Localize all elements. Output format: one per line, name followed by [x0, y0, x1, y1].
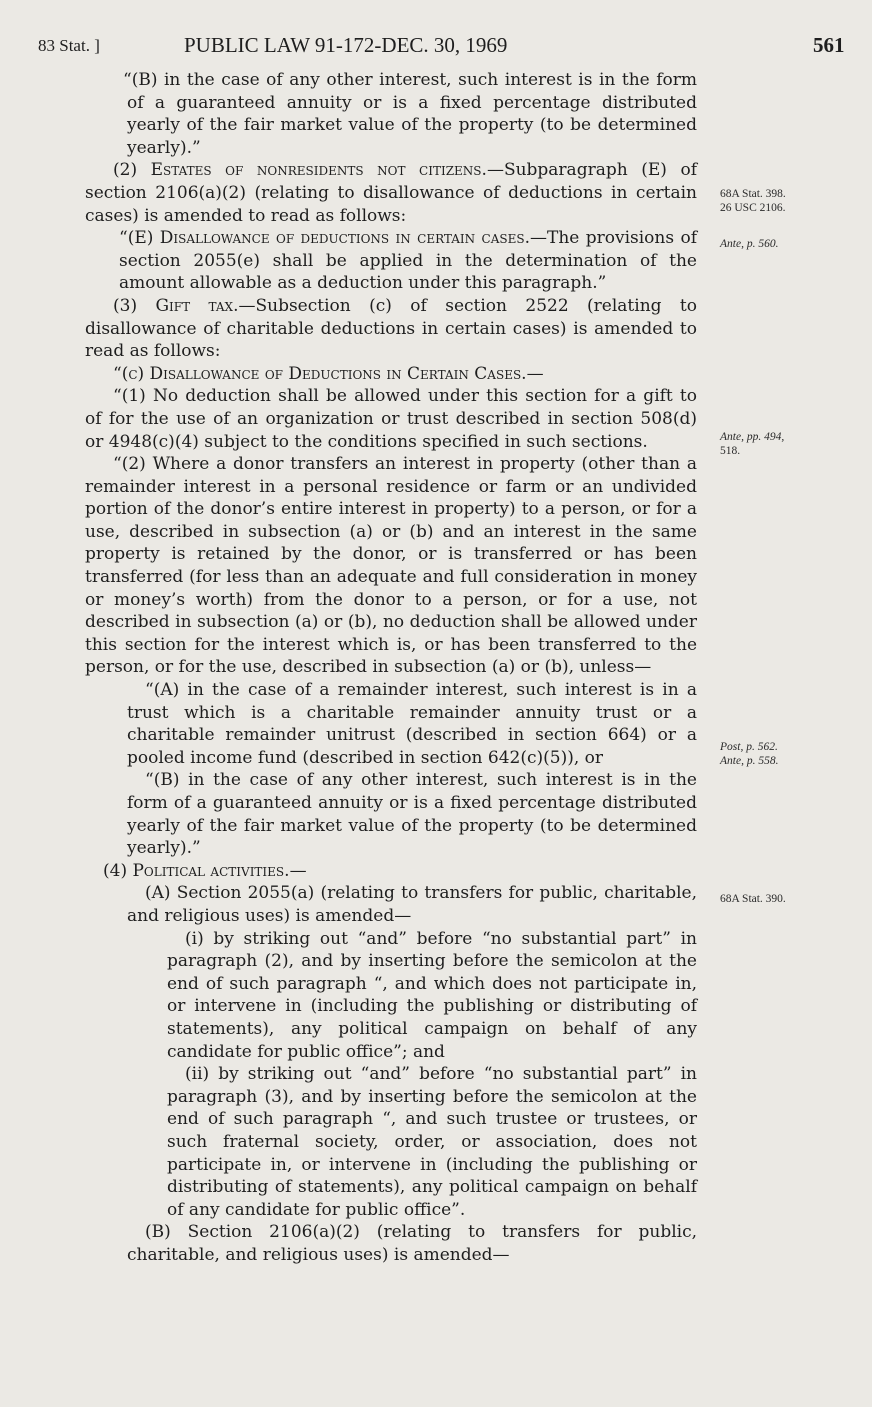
page-number: 561 — [813, 33, 845, 57]
paragraph-3-text: —The provisions of section 2055(e) shall be applied in the determination of the amount allowable as a deduction under this paragraph.” — [119, 228, 697, 294]
margin-note-line: 68A Stat. 398. — [720, 188, 786, 200]
margin-note-post-562 — [720, 740, 778, 768]
paragraph-9-b: “(B) in the case of any other interest, such interest is in the form of a guaranteed annuity or is a fixed percentage distributed yearly of the fair market value of the property (to be determined yearly).” — [127, 770, 697, 859]
paragraph-4-text: —Subsection (c) of section 2522 (relating to disallowance of charitable deductions in certain cases) is amended to read as follows: — [85, 295, 697, 362]
statute-reference: 83 Stat. ] — [38, 36, 100, 55]
paragraph-1-b: “(B) in the case of any other interest, such interest is in the form of a guaranteed annuity or is a fixed percentage distributed yearly of the fair market value of the property (to be determined yearly).” — [123, 70, 697, 158]
margin-note-line: Ante, pp. 494, — [720, 431, 785, 443]
paragraph-5-dash: — — [526, 363, 544, 384]
heading-political-activities: (4) Political activities. — [103, 860, 290, 881]
margin-note-line: 518. — [720, 445, 741, 457]
margin-note-line: 26 USC 2106. — [720, 202, 786, 214]
body-text — [85, 69, 697, 1266]
paragraph-14-b: (B) Section 2106(a)(2) (relating to transfers for public, charitable, and religious uses) is amended— — [127, 1222, 697, 1265]
heading-disallowance-certain-cases: “(c) Disallowance of Deductions in Certain Cases. — [113, 363, 527, 384]
paragraph-2-estates — [85, 159, 697, 227]
paragraph-10-dash: — — [289, 860, 307, 881]
paragraph-7-2: “(2) Where a donor transfers an interest in property (other than a remainder interest in a personal residence or farm or an undivided portion of the donor’s entire interest in property) to a person, or for a use, described in subsection (a) or (b) and an interest in the same property is retained by the donor, or is transferred or has been transferred (for less than an adequate and full consideration in money or money’s worth) from the donor to a person, or for a use, not described in subsection (a) or (b), no deduction shall be allowed under this section for the interest which is, or has been transferred to the person, or for the use, described in subsection (a) or (b), unless— — [85, 454, 697, 678]
heading-disallowance-deductions: “(E) Disallowance of deductions in certain cases. — [119, 228, 530, 249]
heading-estates: (2) Estates of nonresidents not citizens. — [113, 160, 487, 181]
paragraph-12-i: (i) by striking out “and” before “no substantial part” in paragraph (2), and by inserting before the semicolon at the end of such paragraph “, and which does not participate in, or intervene in (including the publishing or distributing of statements), any political campaign on behalf of any candidate for public office”; and — [167, 928, 697, 1062]
margin-note-line: Ante, p. 560. — [720, 238, 779, 250]
paragraph-10-political — [85, 860, 697, 883]
margin-note-line: Post, p. 562. — [720, 741, 778, 753]
paragraph-2-text: —Subparagraph (E) of section 2106(a)(2) (relating to disallowance of deductions in certain cases) is amended to read as follows: — [85, 160, 697, 226]
margin-note-line: 68A Stat. 390. — [720, 893, 786, 905]
paragraph-13-ii: (ii) by striking out “and” before “no substantial part” in paragraph (3), and by inserting before the semicolon at the end of such paragraph “, and such trustee or trustees, or such fraternal society, order, or association, does not participate in, or intervene in (including the publishing or distributing of statements), any political campaign on behalf of any candidate for public office”. — [167, 1064, 697, 1220]
margin-note-ante-494 — [720, 430, 784, 458]
page-title: PUBLIC LAW 91-172-DEC. 30, 1969 — [184, 33, 508, 57]
margin-note-line: Ante, p. 558. — [720, 755, 779, 767]
paragraph-5-c — [85, 363, 697, 386]
margin-note-68a-390 — [720, 892, 786, 906]
margin-note-ante-560 — [720, 237, 778, 251]
paragraph-8-a: “(A) in the case of a remainder interest, such interest is in a trust which is a charitable remainder annuity trust or a charitable remainder unitrust (described in section 664) or a pooled income fund (described in section 642(c)(5)), or — [127, 680, 697, 768]
paragraph-11-a: (A) Section 2055(a) (relating to transfers for public, charitable, and religious uses) is amended— — [127, 883, 697, 926]
paragraph-3-e — [85, 227, 697, 295]
heading-gift-tax: (3) Gift tax. — [113, 295, 239, 316]
paragraph-6-1: “(1) No deduction shall be allowed under this section for a gift to of for the use of an organization or trust described in section 508(d) or 4948(c)(4) subject to the conditions specified in such sections. — [85, 386, 697, 452]
paragraph-4-gift-tax — [85, 295, 697, 363]
margin-note-68a-398 — [720, 187, 786, 215]
